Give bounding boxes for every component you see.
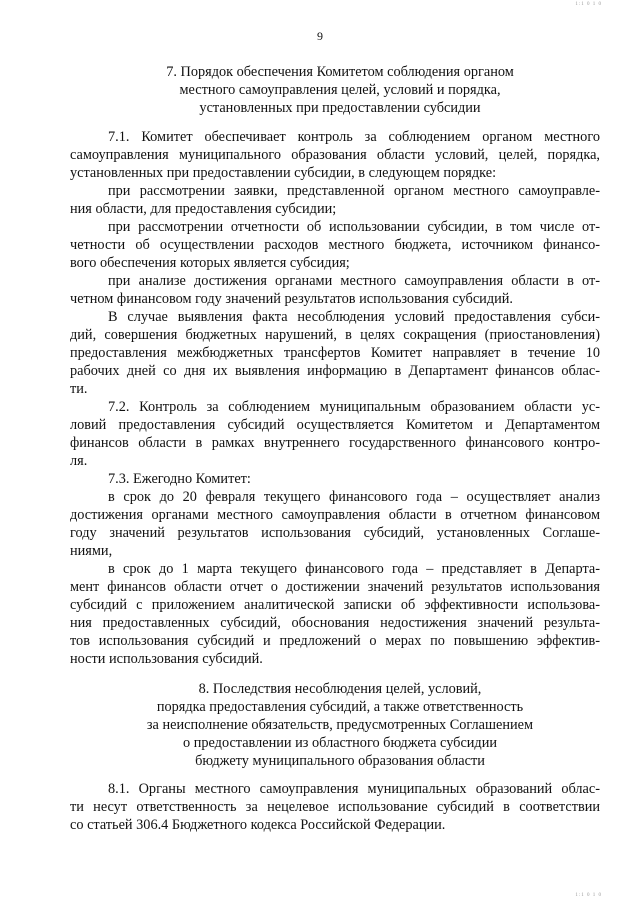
heading-line: 8. Последствия несоблюдения целей, условий, [198, 681, 482, 697]
paragraph-line: В случае выявления факта несоблюдения условий предоставления субси- [108, 309, 600, 325]
paragraph-line: ти несут ответственность за нецелевое использование субсидий в соответствии [70, 799, 600, 815]
paragraph-line: субсидий с приложением аналитической записки об эффективности использова- [70, 597, 600, 613]
scan-corner-mark-top: 1:1 0 1 0 [575, 2, 602, 7]
paragraph-line: ния области, для предоставления субсидии; [70, 201, 337, 217]
paragraph-line: мент финансов области отчет о достижении значений результатов использования [70, 579, 600, 595]
paragraph-line: ниями, [70, 543, 113, 559]
paragraph-line: предоставления межбюджетных трансфертов Комитет направляет в течение 10 [70, 345, 600, 361]
paragraph-line: четном финансовом году значений результатов использования субсидий. [70, 291, 513, 307]
heading-line: бюджету муниципального образования области [195, 753, 485, 769]
paragraph-line: самоуправления муниципального образования области условий, целей, порядка, [70, 147, 600, 163]
paragraph-line: ля. [70, 453, 88, 469]
paragraph-line: 7.1. Комитет обеспечивает контроль за соблюдением органом местного [108, 129, 600, 145]
paragraph-line: дий, совершения бюджетных нарушений, в целях сокращения (приостановления) [70, 327, 600, 343]
paragraph-line: ловий предоставления субсидий осуществляется Комитетом и Департаментом [70, 417, 600, 433]
paragraph-line: 7.3. Ежегодно Комитет: [108, 471, 251, 487]
paragraph-line: четности об осуществлении расходов местного бюджета, источником финансо- [70, 237, 600, 253]
paragraph-line: ности использования субсидий. [70, 651, 263, 667]
paragraph-line: установленных при предоставлении субсидии, в следующем порядке: [70, 165, 497, 181]
heading-line: о предоставлении из областного бюджета субсидии [182, 735, 498, 751]
heading-line: 7. Порядок обеспечения Комитетом соблюдения органом [166, 64, 514, 80]
paragraph-line: при рассмотрении отчетности об использовании субсидии, в том числе от- [108, 219, 600, 235]
paragraph-line: тов использования субсидий и предложений о мерах по повышению эффектив- [70, 633, 600, 649]
paragraph-line: вого обеспечения которых является субсидия; [70, 255, 350, 271]
paragraph-line: в срок до 20 февраля текущего финансового года – осуществляет анализ [108, 489, 600, 505]
heading-line: установленных при предоставлении субсидии [199, 100, 481, 116]
paragraph-line: 7.2. Контроль за соблюдением муниципальным образованием области ус- [108, 399, 600, 415]
paragraph-line: году значений результатов использования субсидий, установленных Соглаше- [70, 525, 600, 541]
section-7-body [70, 128, 600, 668]
paragraph-line: при рассмотрении заявки, представленной органом местного самоуправле- [108, 183, 600, 199]
paragraph-line: ти. [70, 381, 88, 397]
section-7-heading [70, 63, 610, 117]
paragraph-line: достижения органами местного самоуправления области в отчетном финансовом [70, 507, 600, 523]
paragraph-line: рабочих дней со дня их выявления информацию в Департамент финансов облас- [70, 363, 600, 379]
scan-corner-mark-bottom: 1:1 0 1 0 [575, 893, 602, 898]
paragraph-line: ния предоставленных субсидий, обоснования недостижения значений результа- [70, 615, 600, 631]
paragraph-line: со статьей 306.4 Бюджетного кодекса Российской Федерации. [70, 817, 446, 833]
section-8-heading [70, 680, 610, 770]
paragraph-line: 8.1. Органы местного самоуправления муниципальных образований облас- [108, 781, 600, 797]
paragraph-line: в срок до 1 марта текущего финансового года – представляет в Департа- [108, 561, 600, 577]
heading-line: порядка предоставления субсидий, а также ответственность [156, 699, 524, 715]
section-8-body [70, 780, 600, 834]
paragraph-line: финансов области в рамках внутреннего государственного финансового контро- [70, 435, 600, 451]
page-number: 9 [317, 29, 323, 43]
paragraph-line: при анализе достижения органами местного самоуправления области в от- [108, 273, 600, 289]
heading-line: местного самоуправления целей, условий и порядка, [179, 82, 501, 98]
heading-line: за неисполнение обязательств, предусмотренных Соглашением [146, 717, 534, 733]
